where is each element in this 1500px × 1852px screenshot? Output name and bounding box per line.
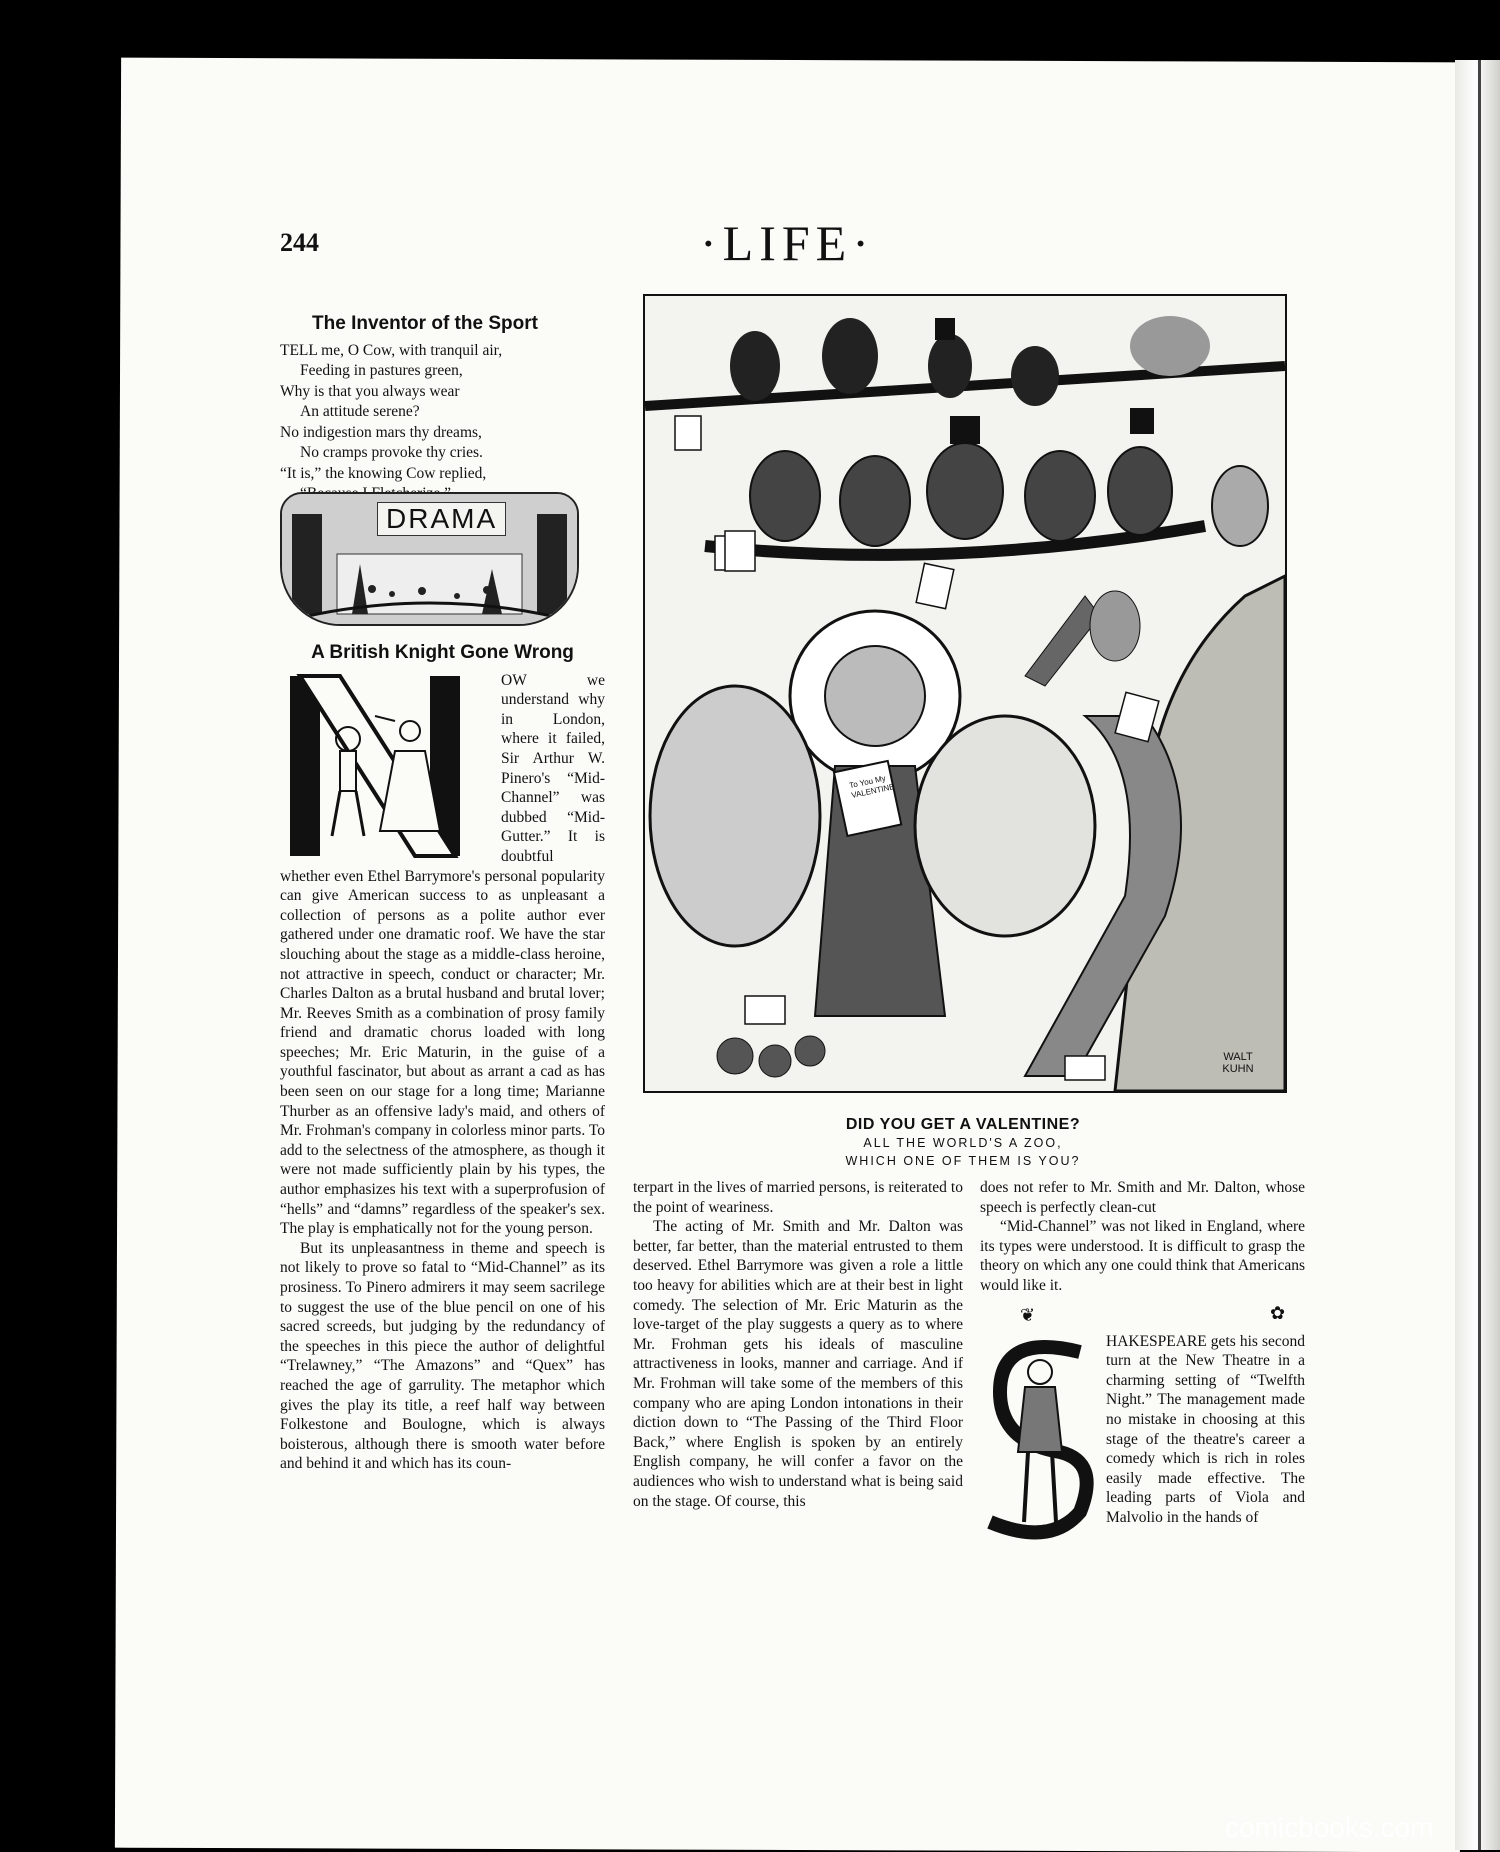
shakespeare-letter-s-drawing <box>980 1332 1100 1542</box>
watermark-text: comicbooks.com <box>1225 1812 1434 1843</box>
spine-binding-line <box>1478 60 1481 1850</box>
valentine-card-text: To You My VALENTINE <box>848 773 896 801</box>
caption-line: WHICH ONE OF THEM IS YOU? <box>845 1154 1081 1168</box>
poem-line: No indigestion mars thy dreams, <box>280 423 482 441</box>
article-column-2 <box>633 1178 963 1511</box>
zoo-animals-drawing <box>645 296 1285 1091</box>
article-paragraph: “Mid-Channel” was not liked in England, where its types were understood. It is difficult to grasp the theory on which any one could think that Americans would like it. <box>980 1218 1305 1294</box>
ornament-icon: ✿ <box>1270 1302 1286 1323</box>
drama-banner-image <box>280 492 579 626</box>
poem-line: No cramps provoke thy cries. <box>300 444 483 461</box>
article-paragraph: OW we understand why in London, where it failed, Sir Arthur W. Pinero's “Mid-Channel” was dubbed “Mid-Gutter.” It is doubtful whether even Ethel Barrymore's personal popularity can give American success to as unpleasant a collection of persons as a polite author ever gathered under one dramatic roof. We have the star slouching about the stage as a middle-class heroine, not attractive in speech, conduct or character; Mr. Charles Dalton as a brutal husband and brutal lover; Mr. Reeves Smith as a combination of prosy family friend and dramatic chorus loaded with long speeches; Mr. Eric Maturin, in the guise of a youthful fascinator, but about as arrant a cad as has been seen on our stage for a long time; Marianne Thurber as an offensive lady's maid, and others of Mr. Frohman's company in colorless minor parts. To add to the selectness of the atmosphere, as though it were not made sufficiently plain by his types, the author emphasizes his text with a superprofusion of “hells” and “damns” regardless of the speaker's sex. The play is emphatically not for the young person. <box>280 671 605 1238</box>
caption-line: ALL THE WORLD'S A ZOO, <box>863 1136 1063 1150</box>
valentine-zoo-illustration <box>643 294 1287 1093</box>
article-paragraph: does not refer to Mr. Smith and Mr. Dalton, whose speech is perfectly clean-cut <box>980 1179 1305 1216</box>
ornament-divider <box>980 1296 1305 1332</box>
caption-title: DID YOU GET A VALENTINE? <box>845 1116 1081 1133</box>
illustrated-initial-s <box>980 1332 1100 1542</box>
drama-label: DRAMA <box>377 502 506 536</box>
article-paragraph: HAKESPEARE gets his second turn at the New Theatre in a charming setting of “Twelfth Night.” The management made no mistake in choosing at this stage of the theatre's career a comedy which is rich in roles easily made effective. The leading parts of Viola and Malvolio in the hands of <box>1106 1332 1305 1526</box>
article-column-1 <box>280 643 605 1474</box>
knight-letter-n-drawing <box>280 671 495 861</box>
masthead-life: ·LIFE· <box>700 215 875 271</box>
illustrator-signature: WALT KUHN <box>1222 1051 1254 1075</box>
poem-line: TELL me, O Cow, with tranquil air, <box>280 341 503 359</box>
page-number: 244 <box>280 228 319 257</box>
article-paragraph: The acting of Mr. Smith and Mr. Dalton was better, far better, than the material entrusted to them deserved. Ethel Barrymore was given a role a little too heavy for abilities which are at their best in light comedy. The selection of Mr. Eric Maturin as the love-target of the play suggests a query as to where Mr. Frohman gets his ideals of masculine attractiveness in looks, manner and carriage. And if Mr. Frohman will take some of the members of this company who are aping London intonations in their diction down to “The Passing of the Third Floor Back,” where English is spoken by an entirely English company, he will confer a favor on the audiences who wish to understand what is being said on the stage. Of course, this <box>633 1218 963 1510</box>
article-column-3 <box>980 1178 1305 1544</box>
illustrated-initial-n <box>280 671 495 861</box>
article-paragraph: But its unpleasantness in theme and speech is not likely to prove so fatal to “Mid-Channel” as its prosiness. To Pinero admirers it may seem sacrilege to suggest the use of the blue pencil on one of his sacred screeds, but judging by the redundancy of the speeches in this piece the author of delightful “Trelawney,” “The Amazons” and “Quex” has reached the age of garrulity. The metaphor which gives the play its title, a reef half way between Folkestone and Boulogne, which is always boisterous, although there is smooth water before and behind it and which has its coun- <box>280 1239 605 1473</box>
poem-line: Feeding in pastures green, <box>300 362 463 379</box>
article-title: A British Knight Gone Wrong <box>311 642 574 663</box>
poem-title: The Inventor of the Sport <box>312 313 538 334</box>
ornament-icon: ❦ <box>1020 1304 1036 1325</box>
illustration-caption <box>643 1116 1283 1170</box>
poem-line: An attitude serene? <box>300 403 420 420</box>
poem-block <box>280 314 570 505</box>
poem-line: Why is that you always wear <box>280 382 460 400</box>
poem-line: “It is,” the knowing Cow replied, <box>280 464 487 482</box>
article-paragraph: terpart in the lives of married persons, is reiterated to the point of weariness. <box>633 1179 963 1216</box>
